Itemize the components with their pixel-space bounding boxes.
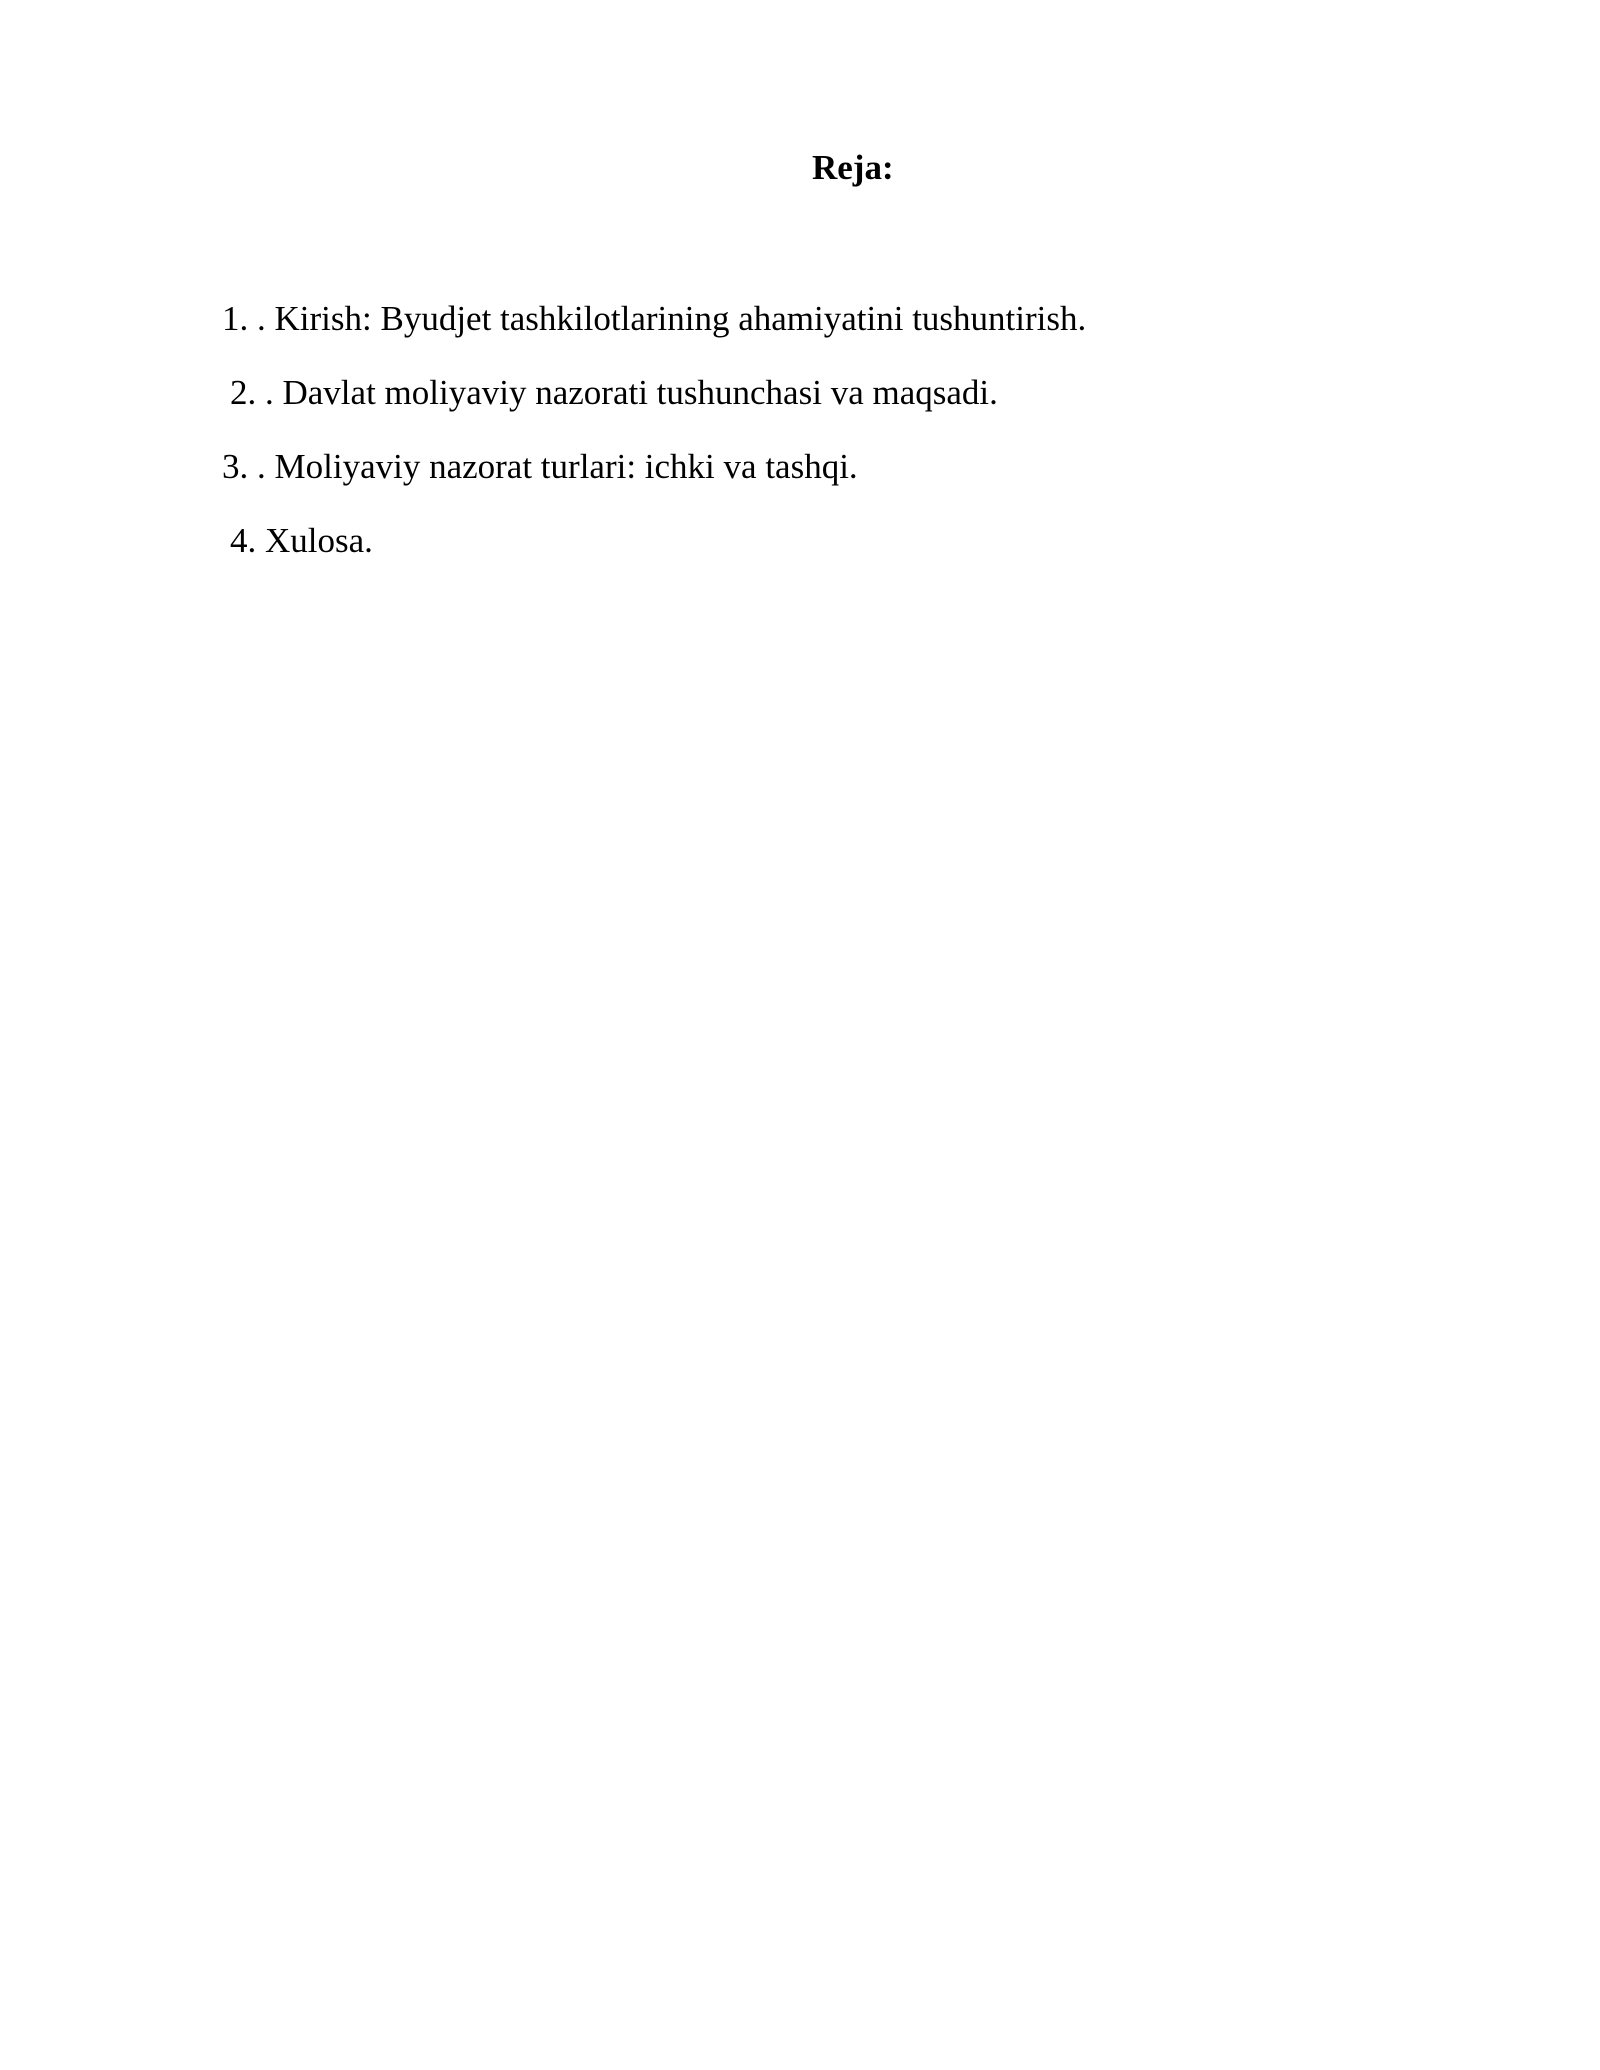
plan-item-financial-control-concept: 2. . Davlat moliyaviy nazorati tushunchasi va maqsadi. [230, 373, 998, 412]
page-title: Reja: [812, 148, 894, 187]
plan-item-introduction: 1. . Kirish: Byudjet tashkilotlarining ahamiyatini tushuntirish. [222, 299, 1087, 338]
plan-item-conclusion: 4. Xulosa. [230, 521, 373, 560]
plan-item-control-types: 3. . Moliyaviy nazorat turlari: ichki va tashqi. [222, 447, 858, 486]
